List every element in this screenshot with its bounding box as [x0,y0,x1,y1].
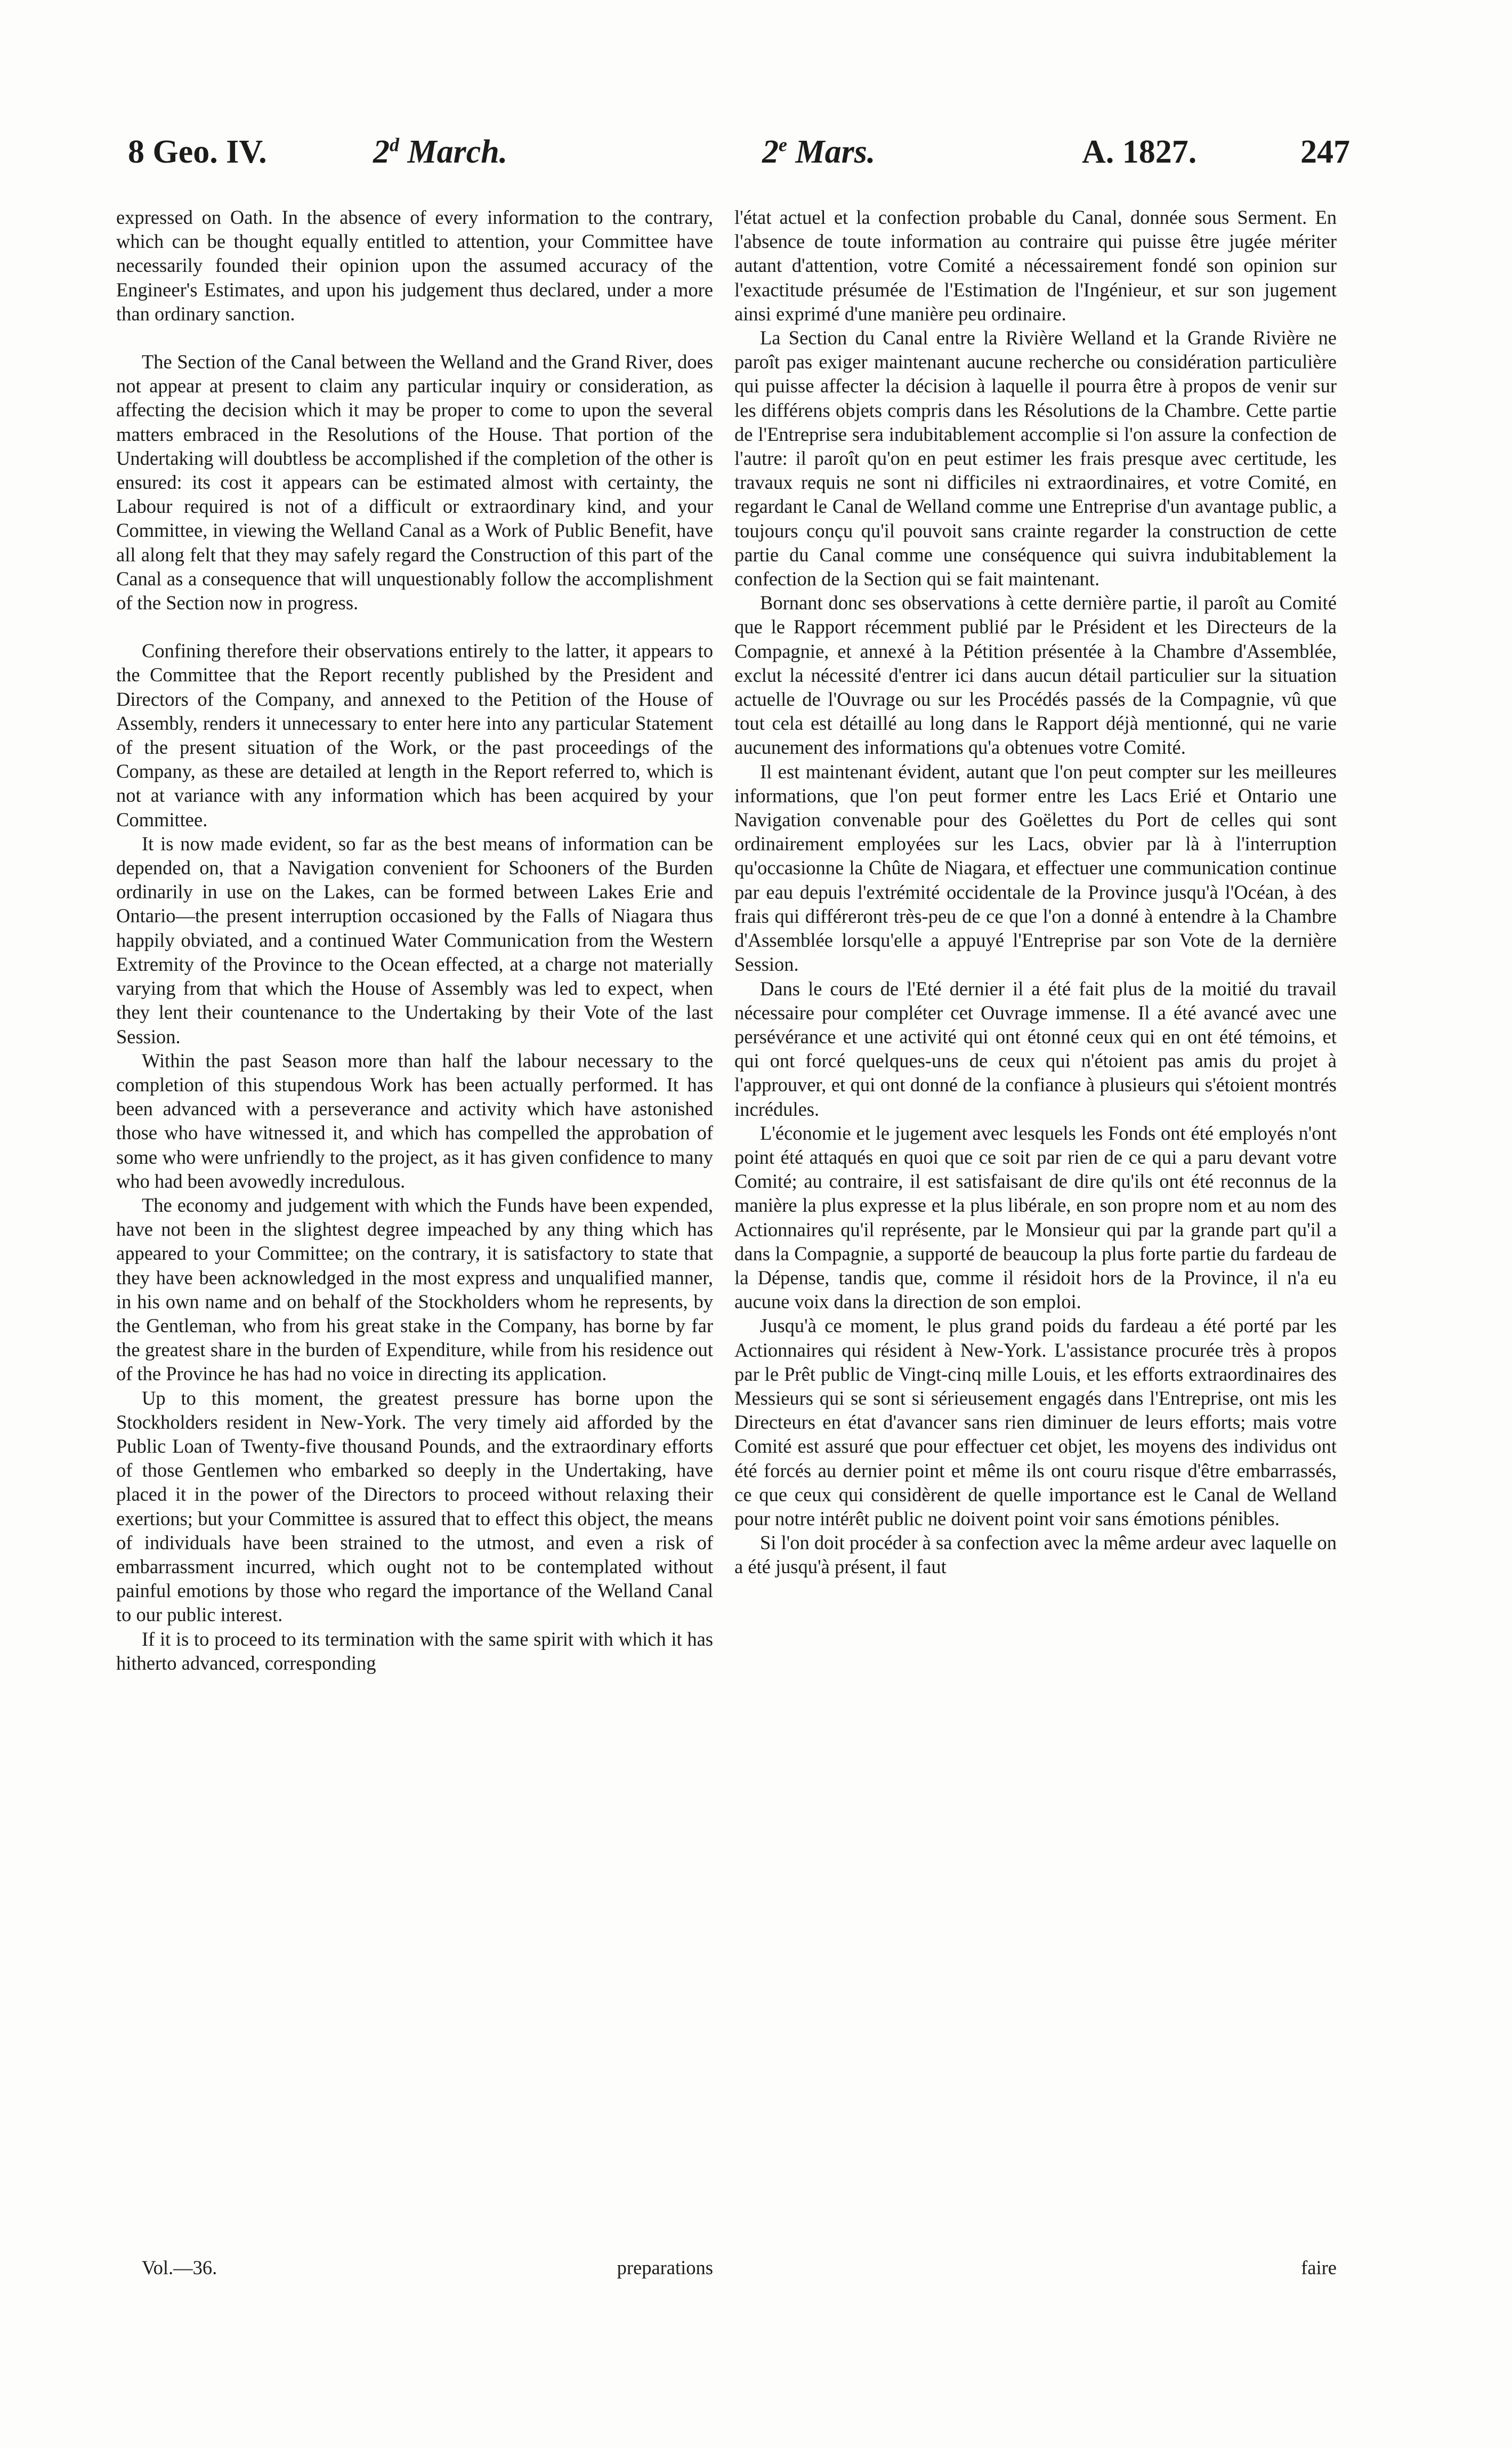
french-paragraph-7: Jusqu'à ce moment, le plus grand poids du fardeau a été porté par les Actionnaires qui résident à New-York. L'assistance procurée très à propos par le Prêt public de Vingt-cinq mille Louis, et les efforts extraordinaires des Messieurs qui se sont si sérieusement engagés dans l'Entreprise, ont mis les Directeurs en état d'avancer sans rien diminuer de leurs efforts; mais votre Comité est assuré que pour effectuer cet objet, les moyens des individus ont été forcés au dernier point et même ils ont couru risque d'être embarrassés, ce que ceux qui considèrent de quelle importance est le Canal de Welland pour notre intérêt public ne doivent point voir sans émotions pénibles. [734,1315,1337,1529]
date-english [373,133,507,171]
date-english-ordinal: d [390,134,399,156]
english-paragraph-3: Confining therefore their observations entirely to the latter, it appears to the Committee that the Report recently published by the President and Directors of the Company, and annexed to the Petition of the House of Assembly, renders it unnecessary to enter here into any particular Statement of the present situation of the Work, or the past proceedings of the Company, as these are detailed at length in the Report referred to, which is not at variance with any information which has been acquired by your Committee. [116,640,713,831]
date-french [762,133,875,171]
french-paragraph-6: L'économie et le jugement avec lesquels les Fonds ont été employés n'ont point été attaqués en quoi que ce soit par rien de ce qui a paru devant votre Comité; au contraire, il est satisfaisant de dire qu'ils ont été reconnus de la manière la plus expresse et la plus libérale, en son propre nom et au nom des Actionnaires qu'il représente, par le Monsieur qui par la grande part qu'il a dans la Compagnie, a supporté de beaucoup la plus forte partie du fardeau de la Dépense, tandis que, comme il résidoit hors de la Province, il n'a eu aucune voix dans la direction de son emploi. [734,1122,1337,1313]
date-english-month: March. [407,134,508,170]
english-paragraph-4: It is now made evident, so far as the best means of information can be depended on, that a Navigation convenient for Schooners of the Burden ordinarily in use on the Lakes, can be formed between Lakes Erie and Ontario—the present interruption occasioned by the Falls of Niagara thus happily obviated, and a continued Water Communication from the Western Extremity of the Province to the Ocean effected, at a charge not materially varying from that which the House of Assembly was led to expect, when they lent their countenance to the Undertaking by their Vote of the last Session. [116,832,713,1048]
french-paragraph-5: Dans le cours de l'Eté dernier il a été fait plus de la moitié du travail nécessaire pour compléter cet Ouvrage immense. Il a été avancé avec une persévérance et une activité qui ont étonné ceux qui en ont été témoins, et qui ont forcé quelques-uns de ceux qui n'étoient pas amis du projet à l'approuver, et qui ont donné de la confiance à plusieurs qui s'étoient montrés incrédules. [734,977,1337,1120]
french-catchword: faire [1301,2257,1337,2278]
page-number: 247 [1300,134,1350,170]
english-paragraph-8: If it is to proceed to its termination with the same spirit with which it has hitherto advanced, corresponding [116,1628,713,1674]
signature-mark: Vol.—36. [142,2257,217,2278]
english-paragraph-1: expressed on Oath. In the absence of every information to the contrary, which can be thought equally entitled to attention, your Committee have necessarily founded their opinion upon the assumed accuracy of the Engineer's Estimates, and upon his judgement thus declared, under a more than ordinary sanction. [116,206,713,325]
french-paragraph-3: Bornant donc ses observations à cette dernière partie, il paroît au Comité que le Rapport récemment publié par le Président et les Directeurs de la Compagnie, et annexé à la Pétition présentée à la Chambre d'Assemblée, exclut la nécessité d'entrer ici dans aucun détail particulier sur la situation actuelle de l'Ouvrage ou sur les Procédés passés de la Compagnie, vû que tout cela est détaillé au long dans le Rapport déjà mentionné, qui ne varie aucunement des informations qu'a obtenues votre Comité. [734,592,1337,759]
english-column [116,205,713,1675]
date-french-ordinal: e [779,134,787,156]
year: A. 1827. [1082,134,1197,170]
running-header [128,133,1375,181]
french-paragraph-8: Si l'on doit procéder à sa confection avec la même ardeur avec laquelle on a été jusqu'à présent, il faut [734,1532,1337,1578]
date-english-day: 2 [373,134,390,170]
date-french-month: Mars. [795,134,876,170]
english-paragraph-6: The economy and judgement with which the Funds have been expended, have not been in the slightest degree impeached by any thing which has appeared to your Committee; on the contrary, it is satisfactory to state that they have been acknowledged in the most express and unqualified manner, in his own name and on behalf of the Stockholders whom he represents, by the Gentleman, who from his great stake in the Company, has borne by far the greatest share in the burden of Expenditure, while from his residence out of the Province he has had no voice in directing its application. [116,1194,713,1385]
french-paragraph-4: Il est maintenant évident, autant que l'on peut compter sur les meilleures informations, que l'on peut former entre les Lacs Erié et Ontario une Navigation convenable pour des Goëlettes du Port de celles qui sont ordinairement employées sur les Lacs, obvier par là à l'interruption qu'occasionne la Chûte de Niagara, et effectuer une communication continue par eau depuis l'extrémité occidentale de la Province jusqu'à l'Océan, à des frais qui différeront très-peu de ce que l'on a donné à entendre à la Chambre d'Assemblée lorsqu'elle a appuyé l'Entreprise par son Vote de la dernière Session. [734,760,1337,976]
session-reference: 8 Geo. IV. [128,134,267,170]
english-paragraph-2: The Section of the Canal between the Welland and the Grand River, does not appear at present to claim any particular inquiry or consideration, as affecting the decision which it may be proper to come to upon the several matters embraced in the Resolutions of the House. That portion of the Undertaking will doubtless be accomplished if the completion of the other is ensured: its cost it appears can be estimated almost with certainty, the Labour required is not of a difficult or extraordinary kind, and your Committee, in viewing the Welland Canal as a Work of Public Benefit, have all along felt that they may safely regard the Construction of this part of the Canal as a consequence that will unquestionably follow the accomplishment of the Section now in progress. [116,351,713,614]
date-french-day: 2 [762,134,779,170]
english-paragraph-7: Up to this moment, the greatest pressure has borne upon the Stockholders resident in New-York. The very timely aid afforded by the Public Loan of Twenty-five thousand Pounds, and the extraordinary efforts of those Gentlemen who embarked so deeply in the Undertaking, have placed it in the power of the Directors to proceed without relaxing their exertions; but your Committee is assured that to effect this object, the means of individuals have been strained to the utmost, and even a risk of embarrassment incurred, which ought not to be contemplated without painful emotions by those who regard the importance of the Welland Canal to our public interest. [116,1387,713,1626]
french-column [734,205,1337,1579]
english-paragraph-5: Within the past Season more than half the labour necessary to the completion of this stupendous Work has been actually performed. It has been advanced with a perseverance and activity which have astonished those who have witnessed it, and which has compelled the approbation of some who were unfriendly to the project, as it has given confidence to many who had been avowedly incredulous. [116,1049,713,1192]
english-catchword: preparations [617,2257,713,2278]
french-paragraph-1: l'état actuel et la confection probable du Canal, donnée sous Serment. En l'absence de toute information au contraire qui puisse être jugée mériter autant d'attention, votre Comité a nécessairement fondé son opinion sur l'exactitude présumée de l'Estimation de l'Ingénieur, et sur son jugement ainsi exprimé d'une manière peu ordinaire. [734,206,1337,325]
french-paragraph-2: La Section du Canal entre la Rivière Welland et la Grande Rivière ne paroît pas exiger maintenant aucune recherche ou considération particulière qui puisse affecter la décision à laquelle il pourra être à propos de venir sur les différens objets compris dans les Résolutions de la Chambre. Cette partie de l'Entreprise sera indubitablement accomplie si l'on assure la confection de l'autre: il paroît qu'on en peut estimer les frais presque avec certitude, les travaux requis ne sont ni difficiles ni extraordinaires, et votre Comité, en regardant le Canal de Welland comme une Entreprise d'un avantage public, a toujours conçu qu'il pouvoit sans crainte regarder la construction de cette partie du Canal comme une conséquence qui suivra indubitablement la confection de la Section qui se fait maintenant. [734,327,1337,590]
